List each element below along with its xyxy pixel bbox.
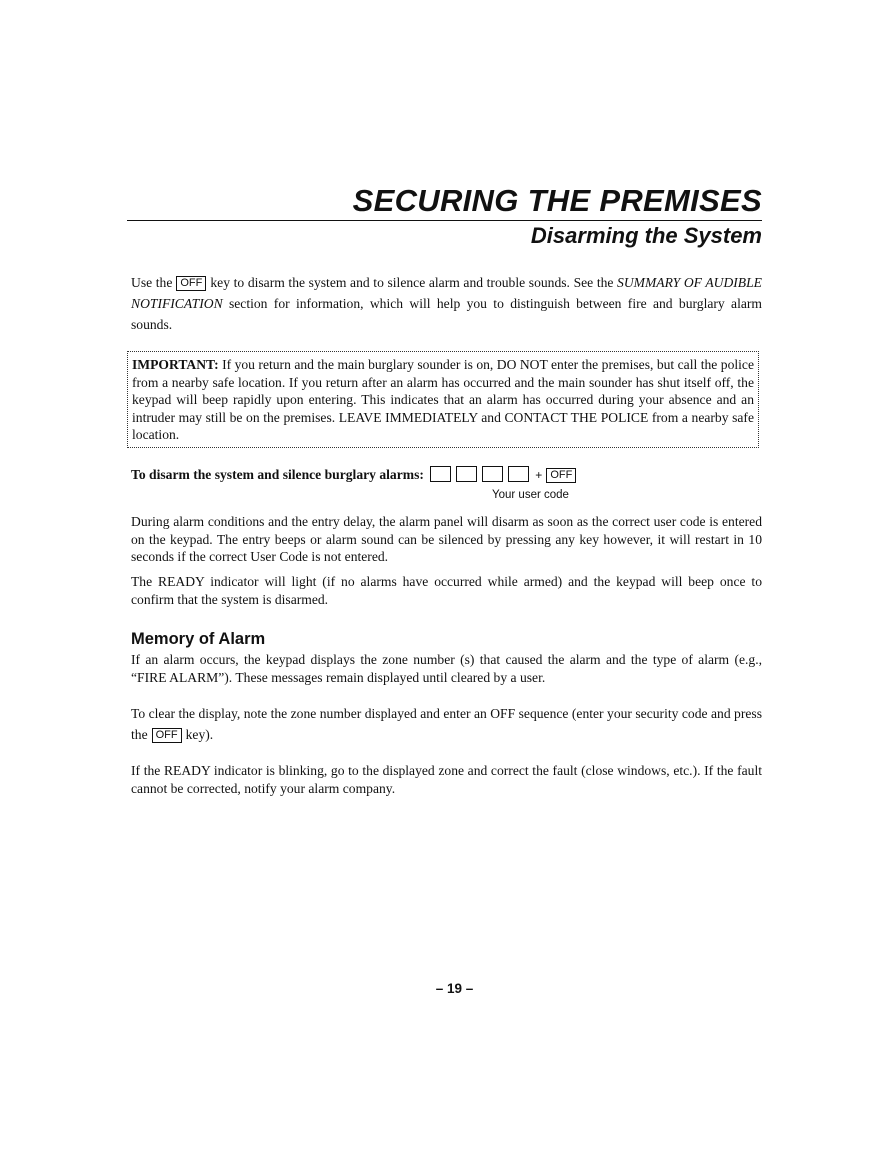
title-divider <box>127 220 762 221</box>
off-key-symbol: OFF <box>152 728 182 743</box>
plus-sign: + <box>535 468 543 482</box>
page-title: SECURING THE PREMISES <box>352 183 762 218</box>
intro-text-tail: section for information, which will help you to distinguish between fire and burglary alarm sounds. <box>131 296 762 332</box>
page-number: – 19 – <box>435 981 474 996</box>
important-text: If you return and the main burglary sounder is on, DO NOT enter the premises, but call the police from a nearby safe location. If you return after an alarm has occurred and the main sounder has shut itself off, the keypad will beep rapidly upon entering. This indicates that an alarm has occurred during your absence and an intruder may still be on the premises. LEAVE IMMEDIATELY and CONTACT THE POLICE from a nearby safe location. <box>132 357 754 442</box>
memory-of-alarm-heading: Memory of Alarm <box>131 630 266 648</box>
ready-indicator-paragraph: The READY indicator will light (if no alarms have occurred while armed) and the keypad will beep once to confirm that the system is disarmed. <box>131 574 762 607</box>
page-subtitle: Disarming the System <box>530 223 762 248</box>
user-code-digit-box <box>456 466 477 482</box>
intro-paragraph <box>131 272 762 335</box>
clear-display-paragraph <box>131 703 762 745</box>
important-notice-box <box>127 351 759 448</box>
intro-text-post: key to disarm the system and to silence alarm and trouble sounds. See the <box>210 275 614 290</box>
user-code-digit-box <box>430 466 451 482</box>
disarm-label: To disarm the system and silence burglary alarms: <box>131 467 424 482</box>
disarm-instruction <box>131 466 762 483</box>
intro-text-pre: Use the <box>131 275 173 290</box>
ready-blinking-paragraph: If the READY indicator is blinking, go to the displayed zone and correct the fault (close windows, etc.). If the fault cannot be corrected, notify your alarm company. <box>131 763 762 796</box>
entry-delay-paragraph: During alarm conditions and the entry delay, the alarm panel will disarm as soon as the correct user code is entered on the keypad. The entry beeps or alarm sound can be silenced by pressing any key however, it will restart in 10 seconds if the correct User Code is not entered. <box>131 514 762 565</box>
intro-section-reference: SUMMARY OF AUDIBLE NOTIFICATION <box>131 275 762 311</box>
off-key-symbol: OFF <box>546 468 576 483</box>
memory-paragraph: If an alarm occurs, the keypad displays the zone number (s) that caused the alarm and the type of alarm (e.g., “FIRE ALARM”). These messages remain displayed until cleared by a user. <box>131 652 762 685</box>
user-code-caption: Your user code <box>492 489 569 501</box>
important-label: IMPORTANT: <box>132 357 219 372</box>
off-key-symbol: OFF <box>176 276 206 291</box>
clear-text-pre: To clear the display, note the zone number displayed and enter an OFF sequence (enter your security code and press the <box>131 706 762 742</box>
user-code-digit-box <box>508 466 529 482</box>
clear-text-post: key). <box>185 727 214 742</box>
user-code-digit-box <box>482 466 503 482</box>
